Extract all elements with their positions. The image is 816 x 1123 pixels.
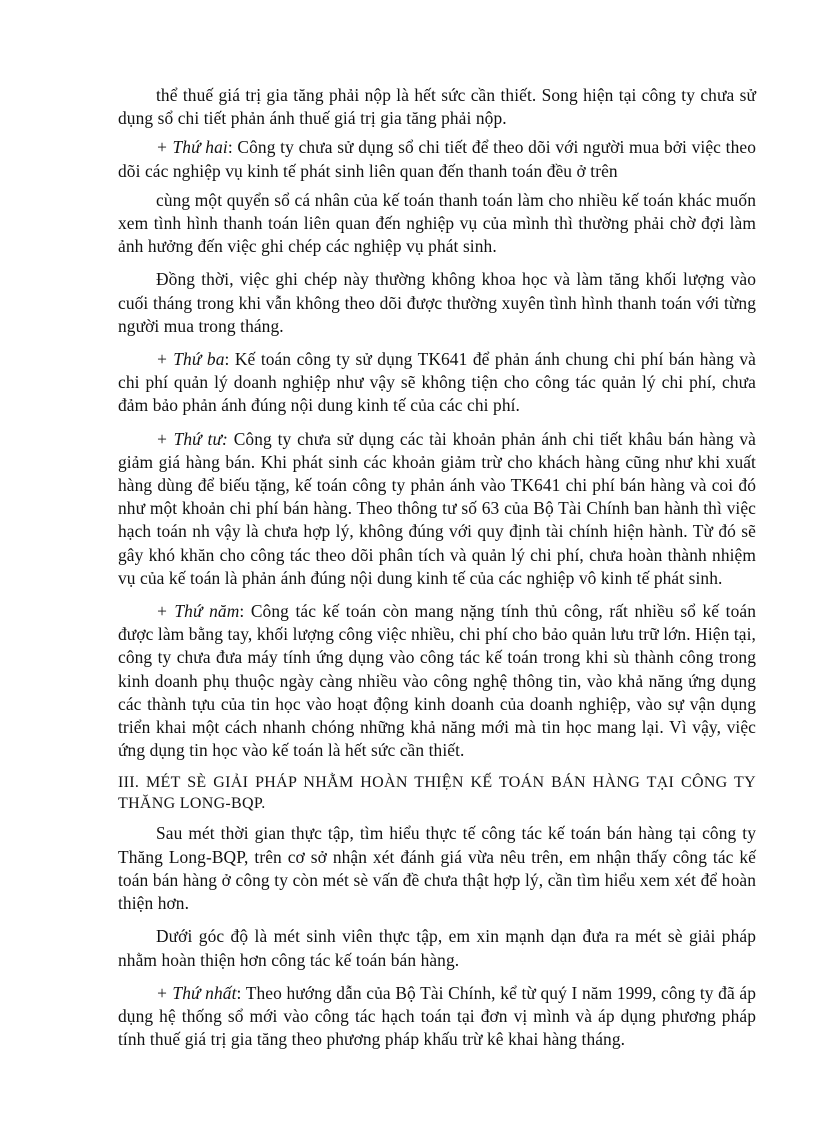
paragraph-thu-nhat-text: : Theo hướng dẫn của Bộ Tài Chính, kể từ quý I năm 1999, công ty đã áp dụng hệ thống sổ mới vào công tác hạch toán tại đơn vị mình và áp dụng phương pháp tính thuế giá trị gia tăng theo phương pháp khấu trừ kê khai hàng tháng.	[118, 982, 757, 1050]
paragraph-4: Đồng thời, việc ghi chép này thường không khoa học và làm tăng khối lượng vào cuối tháng trong khi vẫn không theo dõi được thường xuyên tình hình thanh toán với từng người mua trong tháng.	[118, 269, 756, 336]
document-body	[118, 84, 756, 1061]
paragraph-thu-nam-text: : Công tác kế toán còn mang nặng tính thủ công, rất nhiều sổ kế toán được làm bằng tay, khối lượng công việc nhiều, chi phí cho bảo quản lưu trữ lớn. Hiện tại, công ty chưa đưa máy tính ứng dụng vào công tác kế toán trong khi sù thành công trong kinh doanh phụ thuộc ngày càng nhiều vào công nghệ thông tin, vào khả năng ứng dụng các thành tựu của tin học vào hoạt động kinh doanh của doanh nghiệp, vào sự vận dụng triển khai một cách nhanh chóng những khả năng mới mà tin học mang lại. Vì vậy, việc ứng dụng tin học vào kế toán là hết sức cần thiết.	[118, 601, 756, 761]
paragraph-thu-nam	[118, 600, 756, 762]
paragraph-thu-ba-label: + Thứ ba	[156, 349, 225, 370]
paragraph-thu-tu-label: + Thứ tư:	[156, 428, 228, 449]
paragraph-thu-nam-label: + Thứ năm	[156, 601, 240, 622]
paragraph-thu-ba	[118, 348, 756, 418]
paragraph-8: Sau mét thời gian thực tập, tìm hiểu thực tế công tác kế toán bán hàng tại công ty Thăng Long-BQP, trên cơ sở nhận xét đánh giá vừa nêu trên, em nhận thấy công tác kế toán bán hàng ở công ty còn mét sè vấn đề chưa thật hợp lý, cần tìm hiểu xem xét để hoàn thiện hơn.	[118, 823, 756, 914]
paragraph-thu-tu-text: Công ty chưa sử dụng các tài khoản phản ánh chi tiết khâu bán hàng và giảm giá hàng bán. Khi phát sinh các khoản giảm trừ cho khách hàng cũng như khi xuất hàng dùng để biếu tặng, kế toán công ty phản ánh vào TK641 chi phí bán hàng và coi đó như một khoản chi phí bán hàng. Theo thông tư số 63 của Bộ Tài Chính ban hành thì việc hạch toán nh vậy là chưa hợp lý, không đúng với quy định tài chính hiện hành. Từ đó sẽ gây khó khăn cho công tác theo dõi phân tích và quản lý chi phí, chưa hoàn thành nhiệm vụ của kế toán là phản ánh đúng nội dung kinh tế của các nghiệp vô kinh tế phát sinh.	[118, 428, 757, 588]
paragraph-1: thể thuế giá trị gia tăng phải nộp là hết sức cần thiết. Song hiện tại công ty chưa sử dụng sổ chi tiết phản ánh thuế giá trị gia tăng phải nộp.	[118, 85, 756, 129]
paragraph-thu-nhat-label: + Thứ nhất	[156, 982, 237, 1003]
paragraph-3: cùng một quyển sổ cá nhân của kế toán thanh toán làm cho nhiều kế toán khác muốn xem tình hình thanh toán liên quan đến nghiệp vụ của mình thì thường phải chờ đợi làm ảnh hưởng đến việc ghi chép các nghiệp vụ phát sinh.	[118, 189, 756, 257]
paragraph-9: Dưới góc độ là mét sinh viên thực tập, em xin mạnh dạn đưa ra mét sè giải pháp nhằm hoàn thiện hơn công tác kế toán bán hàng.	[118, 926, 756, 970]
paragraph-thu-hai	[118, 136, 756, 182]
paragraph-thu-hai-label: + Thứ hai	[156, 137, 228, 158]
paragraph-thu-hai-text: : Công ty chưa sử dụng sổ chi tiết để theo dõi với người mua bởi việc theo dõi các nghiệp vụ kinh tế phát sinh liên quan đến thanh toán đều ở trên	[118, 137, 757, 181]
paragraph-thu-nhat	[118, 982, 756, 1052]
section-heading: III. MÉT SÈ GIẢI PHÁP NHẰM HOÀN THIỆN KẾ TOÁN BÁN HÀNG TẠI CÔNG TY THĂNG LONG-BQP.	[118, 774, 756, 813]
paragraph-thu-tu	[118, 428, 756, 590]
paragraph-thu-ba-text: : Kế toán công ty sử dụng TK641 để phản ánh chung chi phí bán hàng và chi phí quản lý doanh nghiệp như vậy sẽ không tiện cho công tác quản lý chi phí, chưa đảm bảo phản ánh đúng nội dung kinh tế của các chi phí.	[118, 349, 756, 416]
